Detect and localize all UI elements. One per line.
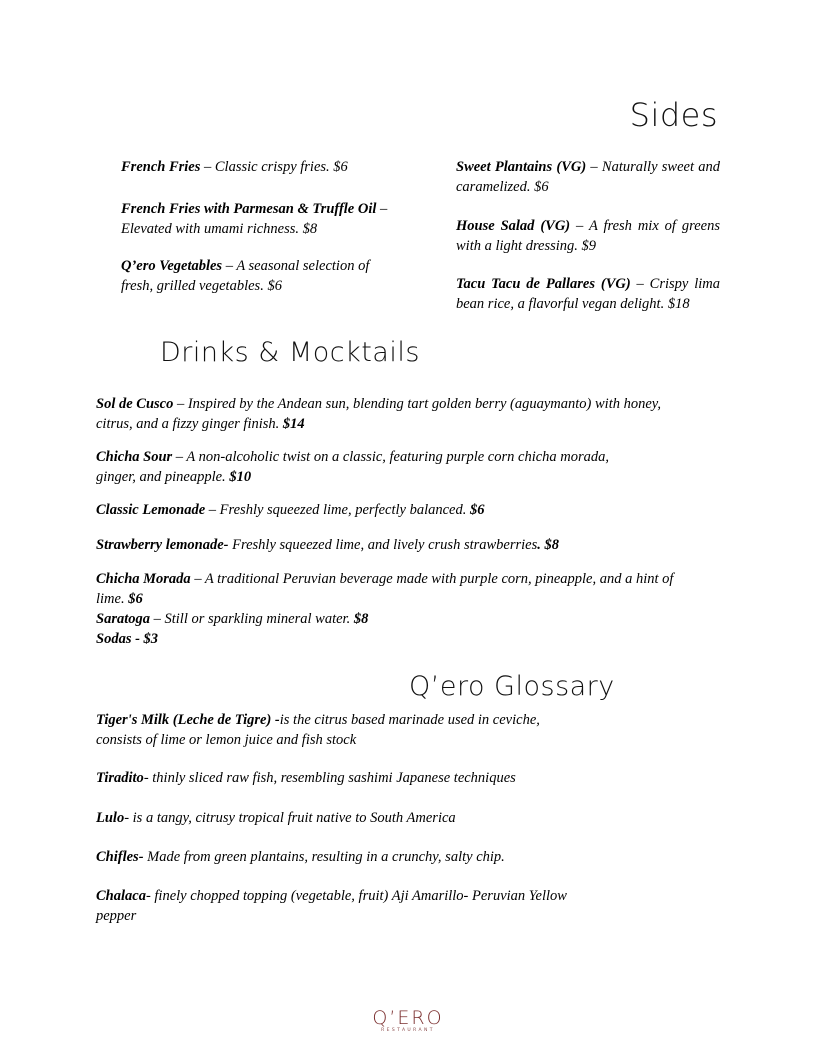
menu-item bbox=[121, 256, 389, 296]
item-name: Chicha Morada bbox=[96, 571, 191, 587]
item-name: French Fries bbox=[121, 159, 201, 175]
item-desc: – Crispy lima bean rice, a flavorful vegan delight. $18 bbox=[456, 276, 720, 312]
glossary-definition: - is a tangy, citrusy tropical fruit native to South America bbox=[124, 810, 456, 826]
item-desc: – Elevated with umami richness. $8 bbox=[121, 201, 388, 237]
glossary-definition: pepper bbox=[96, 908, 137, 924]
drink-item bbox=[96, 569, 726, 609]
item-name: Chicha Sour bbox=[96, 449, 173, 465]
item-desc: – Naturally sweet and caramelized. $6 bbox=[456, 159, 720, 195]
glossary-definition: - finely chopped topping (vegetable, fruit) Aji Amarillo- Peruvian Yellow bbox=[145, 888, 567, 904]
item-desc: – Freshly squeezed lime, perfectly balanced. bbox=[205, 502, 470, 518]
item-desc: – Inspired by the Andean sun, blending tart golden berry (aguaymanto) with honey, bbox=[173, 396, 662, 412]
drink-item bbox=[96, 609, 726, 629]
sides-heading: Sides bbox=[629, 96, 718, 134]
glossary-term: Tiger's Milk (Leche de Tigre) - bbox=[96, 712, 280, 728]
item-desc: – Classic crispy fries. $6 bbox=[200, 159, 348, 175]
menu-item bbox=[121, 199, 389, 239]
glossary-item bbox=[96, 808, 726, 828]
item-name: Saratoga bbox=[96, 611, 150, 627]
item-price: $6 bbox=[128, 591, 143, 607]
glossary-definition: consists of lime or lemon juice and fish stock bbox=[96, 732, 357, 748]
glossary-term: Lulo bbox=[96, 810, 125, 826]
item-name: Classic Lemonade bbox=[96, 502, 206, 518]
item-name: Strawberry lemonade- bbox=[96, 537, 229, 553]
item-desc: ginger, and pineapple. bbox=[96, 469, 230, 485]
item-desc: citrus, and a fizzy ginger finish. bbox=[96, 416, 283, 432]
item-desc: Freshly squeezed lime, and lively crush strawberries bbox=[228, 537, 538, 553]
drink-item bbox=[96, 394, 726, 434]
menu-item bbox=[456, 157, 720, 197]
item-name: Tacu Tacu de Pallares (VG) bbox=[456, 276, 631, 292]
item-name: House Salad (VG) bbox=[456, 218, 571, 234]
glossary-item bbox=[96, 710, 726, 750]
item-desc: – Still or sparkling mineral water. bbox=[150, 611, 354, 627]
menu-item bbox=[456, 216, 720, 256]
item-price: $14 bbox=[282, 416, 305, 432]
drink-item bbox=[96, 629, 726, 649]
item-desc: – A fresh mix of greens with a light dressing. $9 bbox=[456, 218, 720, 254]
glossary-item bbox=[96, 768, 726, 788]
item-price: $10 bbox=[229, 469, 252, 485]
menu-item bbox=[121, 157, 389, 177]
glossary-term: Tiradito bbox=[96, 770, 144, 786]
item-desc: – A seasonal selection of fresh, grilled vegetables. $6 bbox=[121, 258, 370, 294]
item-price: $8 bbox=[353, 611, 369, 627]
drink-item bbox=[96, 535, 726, 555]
menu-item bbox=[456, 274, 720, 314]
drink-item bbox=[96, 500, 726, 520]
glossary-item bbox=[96, 886, 726, 926]
item-name: French Fries with Parmesan & Truffle Oil bbox=[121, 201, 377, 217]
item-desc: lime. bbox=[96, 591, 129, 607]
glossary-term: Chifles- bbox=[96, 849, 144, 865]
glossary-heading: Q’ero Glossary bbox=[409, 671, 615, 702]
item-desc: – A non-alcoholic twist on a classic, featuring purple corn chicha morada, bbox=[172, 449, 610, 465]
glossary-term: Chalaca bbox=[96, 888, 146, 904]
item-name: Sol de Cusco bbox=[96, 396, 174, 412]
item-price: $6 bbox=[469, 502, 485, 518]
glossary-item bbox=[96, 847, 726, 867]
logo-subtitle: RESTAURANT bbox=[381, 1028, 435, 1033]
glossary-definition: Made from green plantains, resulting in a crunchy, salty chip. bbox=[143, 849, 505, 865]
item-name: Sweet Plantains (VG) bbox=[456, 159, 587, 175]
drink-item bbox=[96, 447, 726, 487]
logo-wordmark: Q’ERO bbox=[372, 1007, 444, 1029]
item-name: Sodas - $3 bbox=[96, 631, 159, 647]
glossary-definition: - thinly sliced raw fish, resembling sashimi Japanese techniques bbox=[143, 770, 516, 786]
glossary-definition: is the citrus based marinade used in ceviche, bbox=[279, 712, 540, 728]
item-name: Q’ero Vegetables bbox=[121, 258, 223, 274]
restaurant-logo bbox=[372, 1008, 444, 1038]
item-price: . $8 bbox=[537, 537, 560, 553]
item-desc: – A traditional Peruvian beverage made with purple corn, pineapple, and a hint of bbox=[190, 571, 674, 587]
drinks-heading: Drinks & Mocktails bbox=[160, 337, 420, 368]
